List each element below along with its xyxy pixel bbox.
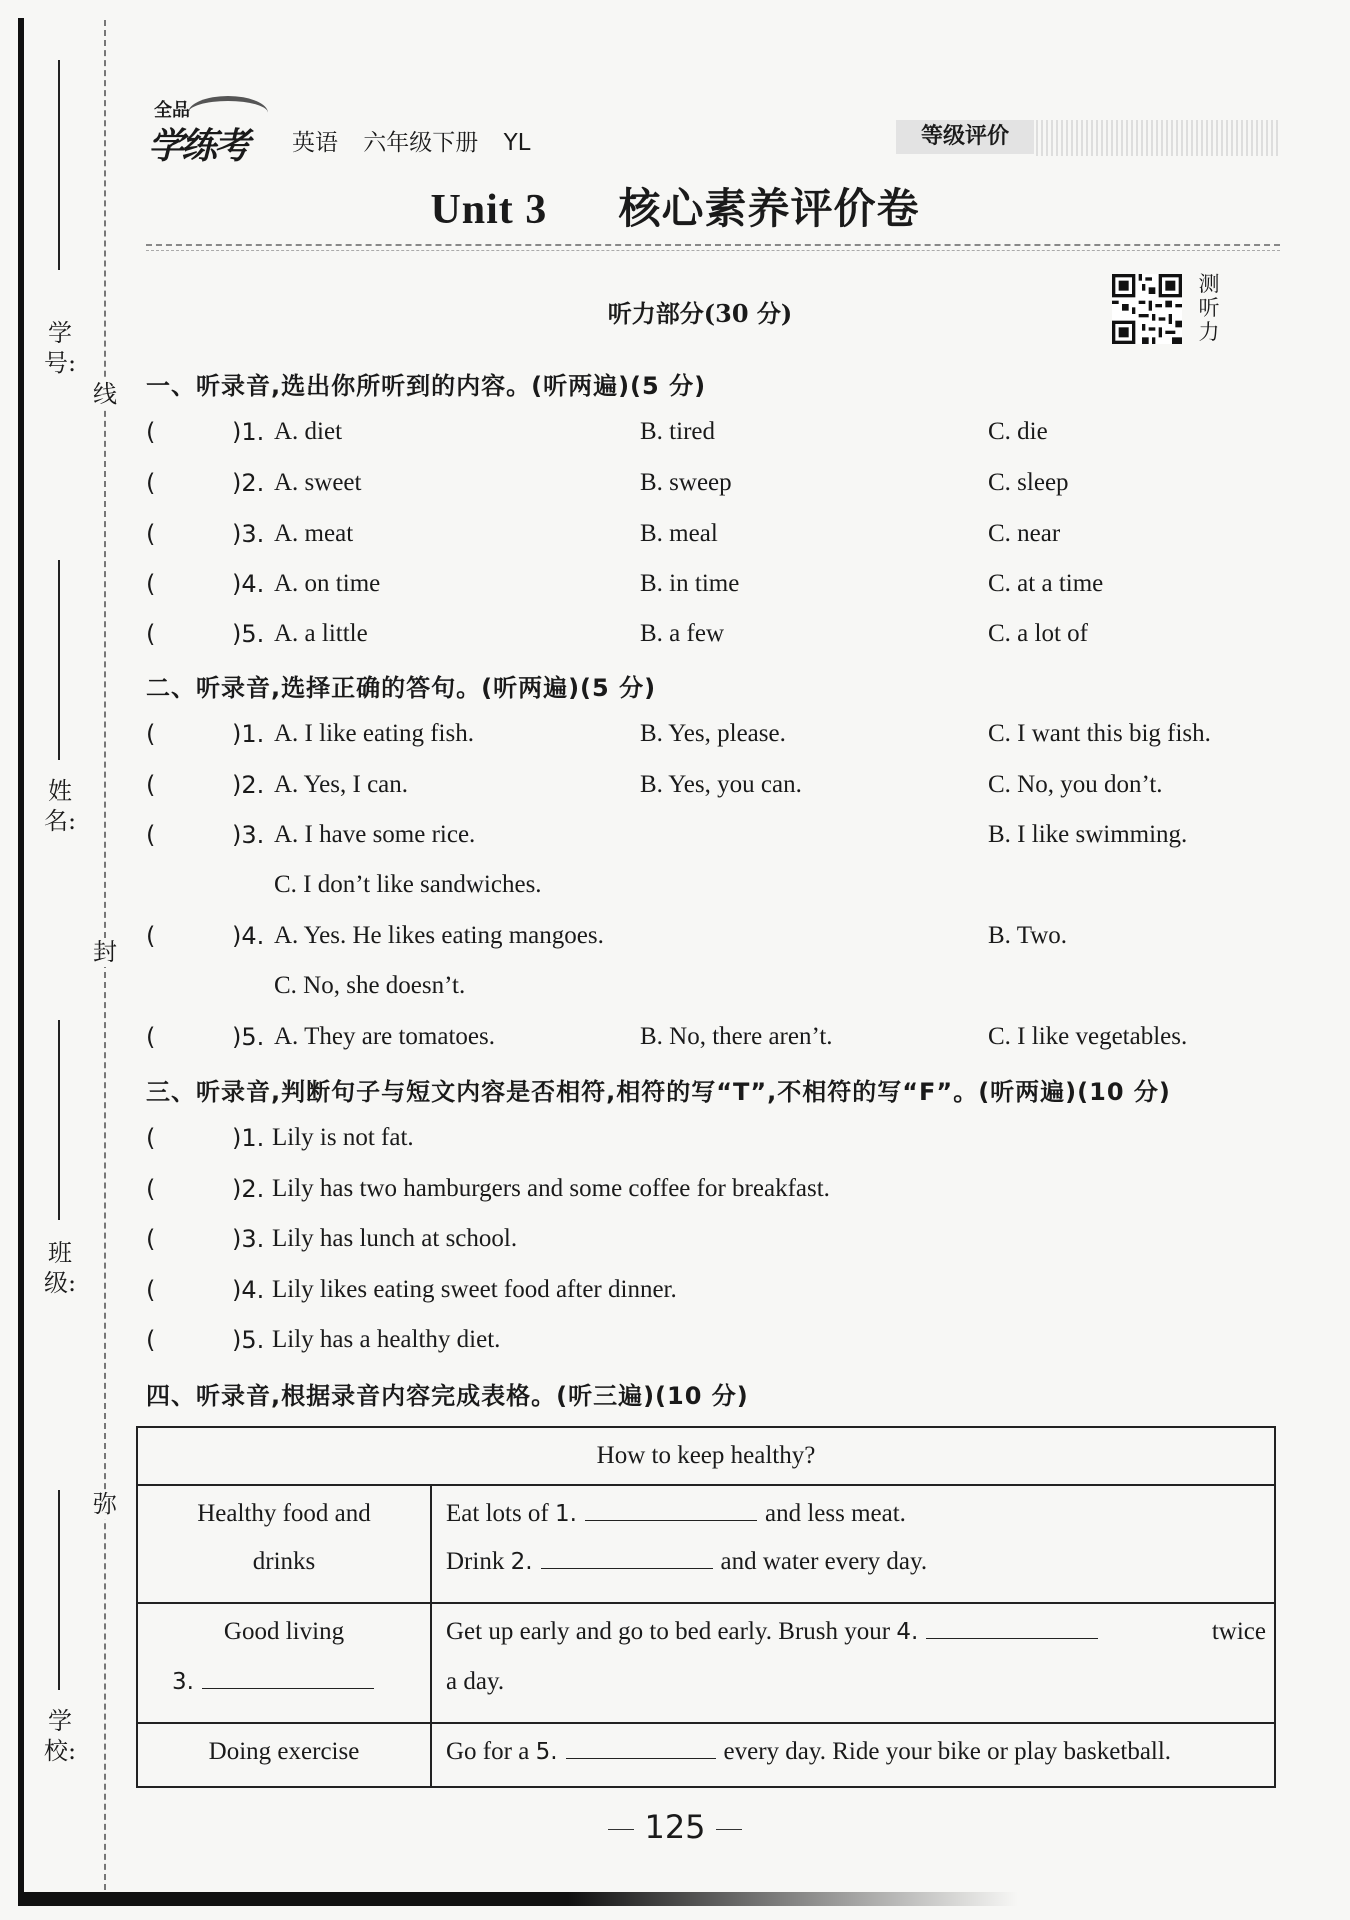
question-number: )1. [232, 1124, 265, 1152]
blank-number: 3. [172, 1669, 194, 1695]
option-b: B. a few [640, 620, 724, 647]
student-id-line [58, 60, 60, 270]
question-number: )5. [232, 1023, 265, 1051]
publisher-logo [148, 96, 278, 167]
qr-code-icon [1112, 274, 1182, 344]
section-4-title: 四、听录音,根据录音内容完成表格。(听三遍)(10 分) [146, 1382, 749, 1410]
statement-text: Lily likes eating sweet food after dinner. [272, 1276, 677, 1303]
option-a: A. Yes, I can. [274, 771, 409, 798]
option-b: B. meal [640, 520, 718, 547]
option-c: C. I don’t like sandwiches. [274, 871, 542, 898]
question-number: )3. [232, 1225, 265, 1253]
option-c: C. near [988, 520, 1061, 547]
question-row: ( )4. A. on time B. in time C. at a time [146, 570, 1104, 598]
cut-mark-seal: 封 [88, 938, 122, 967]
row-2-label-blank [172, 1668, 382, 1696]
subject-info: 英语 六年级下册 YL [292, 130, 531, 156]
healthy-table [136, 1426, 1276, 1788]
option-a: A. on time [274, 570, 381, 597]
question-number: )4. [232, 1276, 265, 1304]
answer-blank[interactable] [566, 1739, 716, 1759]
section-1-title: 一、听录音,选出你所听到的内容。(听两遍)(5 分) [146, 372, 707, 400]
question-number: )4. [232, 570, 265, 598]
option-b: B. Yes, please. [640, 720, 786, 747]
option-c: C. at a time [988, 570, 1104, 597]
question-number: )1. [232, 720, 265, 748]
question-number: )3. [232, 520, 265, 548]
row-3-label: Doing exercise [208, 1738, 360, 1765]
option-b: B. Yes, you can. [640, 771, 802, 798]
option-b: B. tired [640, 418, 715, 445]
cut-mark-close: 弥 [88, 1490, 122, 1519]
question-row: ( )4. Lily likes eating sweet food after dinner. [146, 1276, 677, 1304]
option-b: B. Two. [988, 922, 1068, 949]
statement-text: Lily has a healthy diet. [272, 1326, 501, 1353]
option-b: B. No, there aren’t. [640, 1023, 833, 1050]
statement-text: Lily is not fat. [272, 1124, 414, 1151]
row-2-label: Good living [223, 1618, 345, 1645]
option-b: B. in time [640, 570, 740, 597]
option-b: B. I like swimming. [988, 821, 1188, 848]
question-number: )2. [232, 469, 265, 497]
question-row: ( )1. Lily is not fat. [146, 1124, 414, 1152]
cut-mark-line: 线 [88, 380, 122, 409]
option-c: C. a lot of [988, 620, 1088, 647]
blank-number: 1. [555, 1501, 577, 1527]
question-row: ( )3. Lily has lunch at school. [146, 1225, 518, 1253]
row-1-line-1: Eat lots of 1. and less meat. [446, 1500, 906, 1527]
question-row: ( )2. A. sweet B. sweep C. sleep [146, 469, 1069, 497]
option-c: C. No, you don’t. [988, 771, 1163, 798]
school-line [58, 1490, 60, 1690]
question-row: ( )3. A. meat B. meal C. near [146, 520, 1061, 548]
row-1-line-2: Drink 2. and water every day. [446, 1548, 928, 1575]
row-3-line-1: Go for a 5. every day. Ride your bike or play basketball. [446, 1738, 1172, 1765]
question-row: ( )5. A. They are tomatoes. B. No, there aren’t. C. I like vegetables. [146, 1023, 1188, 1051]
page-title [300, 176, 1050, 236]
binding-bar [18, 18, 24, 1898]
part-title: 听力部分(30 分) [607, 299, 793, 328]
question-number: )5. [232, 1326, 265, 1354]
row-2-line-1: Get up early and go to bed early. Brush your 4. twice [446, 1618, 1266, 1645]
question-row [146, 871, 1286, 911]
grade-label: 等级评价 [896, 120, 1034, 154]
option-c: C. die [988, 418, 1048, 445]
row-1-label-2: drinks [252, 1548, 316, 1575]
question-number: )2. [232, 771, 265, 799]
blank-number: 4. [896, 1619, 919, 1645]
row-1-label: Healthy food and [197, 1500, 371, 1527]
question-row: ( )5. Lily has a healthy diet. [146, 1326, 501, 1354]
option-a: A. Yes. He likes eating mangoes. [274, 922, 604, 949]
class-label: 班 级: [43, 1239, 77, 1297]
statement-text: Lily has two hamburgers and some coffee for breakfast. [272, 1175, 830, 1202]
option-a: A. I have some rice. [274, 821, 476, 848]
name-line [58, 560, 60, 760]
student-id-label: 学 号: [43, 319, 77, 377]
blank-number: 2. [510, 1549, 533, 1575]
question-number: )4. [232, 922, 265, 950]
qr-label: 测 听 力 [1198, 272, 1220, 344]
option-a: A. They are tomatoes. [274, 1023, 495, 1050]
header-stripe [1036, 120, 1280, 156]
question-row: ( )2. Lily has two hamburgers and some coffee for breakfast. [146, 1175, 830, 1203]
question-row: ( )4. A. Yes. He likes eating mangoes. B. Two. [146, 922, 1068, 950]
logo-top-text: 全品 [154, 100, 190, 121]
option-a: A. sweet [274, 469, 362, 496]
question-number: )3. [232, 821, 265, 849]
question-row [146, 972, 1286, 1012]
option-c: C. I want this big fish. [988, 720, 1211, 747]
question-row: ( )3. A. I have some rice. B. I like swimming. [146, 821, 1188, 849]
school-label: 学 校: [43, 1707, 77, 1765]
option-a: A. a little [274, 620, 368, 647]
question-number: )1. [232, 418, 265, 446]
option-a: A. meat [274, 520, 354, 547]
answer-blank[interactable] [926, 1619, 1098, 1639]
answer-blank[interactable] [541, 1549, 713, 1569]
title-divider [146, 244, 1280, 246]
question-row: ( )1. A. diet B. tired C. die [146, 418, 1048, 446]
class-line [58, 1020, 60, 1220]
statement-text: Lily has lunch at school. [272, 1225, 518, 1252]
title-unit: Unit 3 [430, 187, 548, 233]
blank-number: 5. [535, 1739, 558, 1765]
name-label: 姓 名: [43, 777, 77, 835]
title-cn: 核心素养评价卷 [618, 184, 920, 233]
title-divider-2 [146, 250, 1280, 251]
option-c: C. No, she doesn’t. [274, 972, 466, 999]
table-header: How to keep healthy? [596, 1442, 816, 1469]
page-number: 125 [540, 1808, 810, 1846]
section-3-title: 三、听录音,判断句子与短文内容是否相符,相符的写“T”,不相符的写“F”。(听两遍)(10 分) [146, 1078, 1171, 1106]
option-b: B. sweep [640, 469, 732, 496]
answer-blank[interactable] [585, 1501, 757, 1521]
bottom-bar [18, 1892, 1018, 1906]
option-c: C. sleep [988, 469, 1069, 496]
logo-main-text: 学练考 [148, 126, 248, 167]
section-2-title: 二、听录音,选择正确的答句。(听两遍)(5 分) [146, 674, 657, 702]
question-number: )5. [232, 620, 265, 648]
question-number: )2. [232, 1175, 265, 1203]
question-row: ( )5. A. a little B. a few C. a lot of [146, 620, 1088, 648]
option-a: A. diet [274, 418, 343, 445]
question-row: ( )2. A. Yes, I can. B. Yes, you can. C. No, you don’t. [146, 771, 1163, 799]
option-c: C. I like vegetables. [988, 1023, 1188, 1050]
answer-blank[interactable] [202, 1669, 374, 1689]
question-row: ( )1. A. I like eating fish. B. Yes, please. C. I want this big fish. [146, 720, 1211, 748]
row-2-line-2: a day. [446, 1668, 505, 1695]
option-a: A. I like eating fish. [274, 720, 474, 747]
